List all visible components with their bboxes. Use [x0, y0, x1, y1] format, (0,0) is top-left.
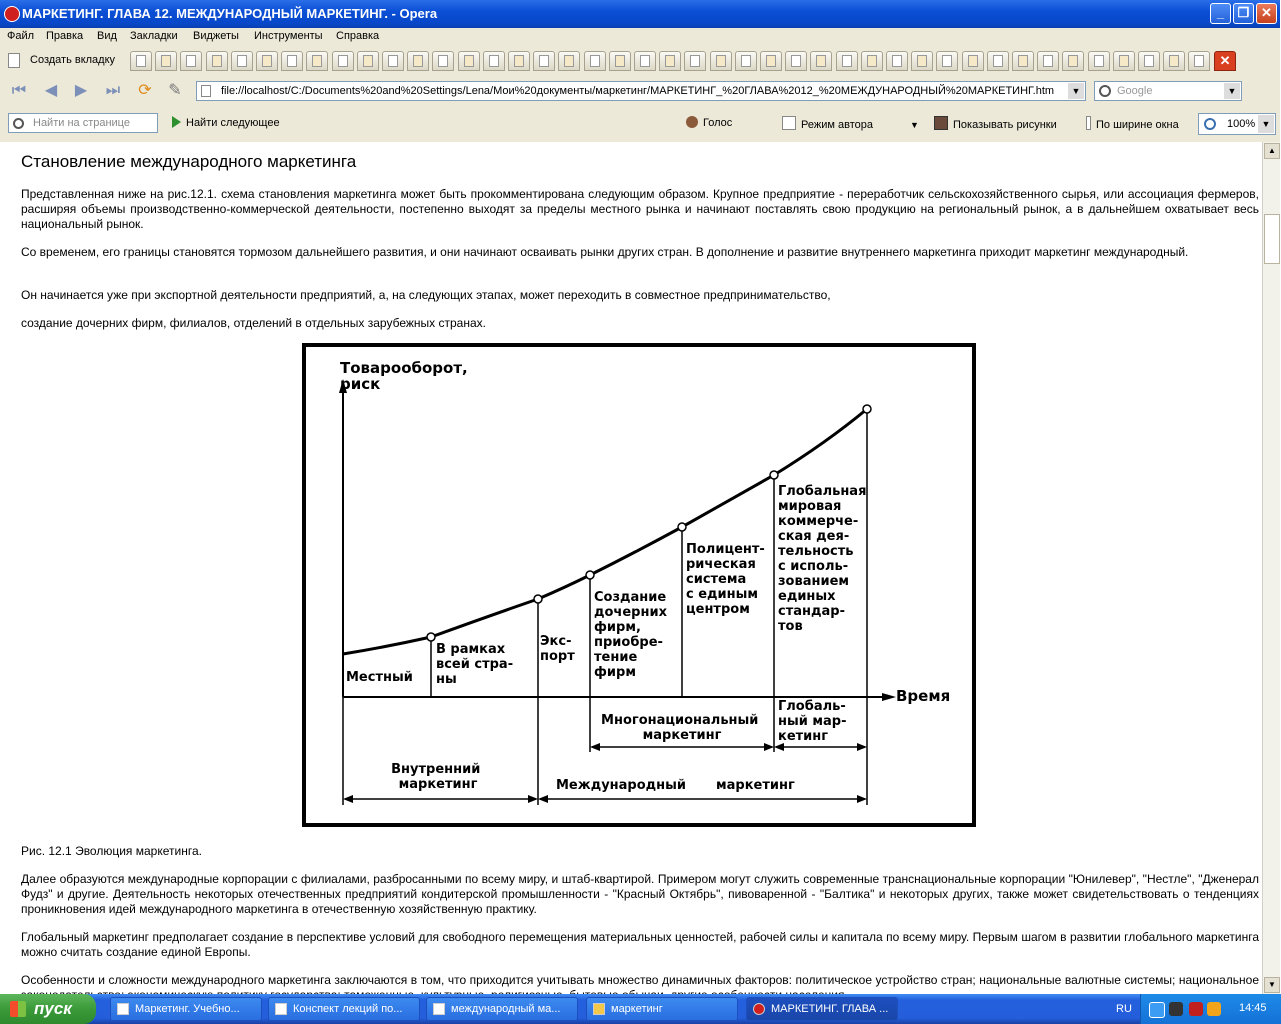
page-icon: [186, 55, 196, 67]
browser-tab[interactable]: [1088, 51, 1110, 71]
browser-tab[interactable]: [1138, 51, 1160, 71]
page-icon: [590, 55, 600, 67]
page-icon: [867, 55, 877, 67]
taskbar-item-label: Конспект лекций по...: [293, 1003, 403, 1015]
browser-tab[interactable]: [231, 51, 253, 71]
new-tab-label: Создать вкладку: [30, 54, 116, 66]
scroll-thumb[interactable]: [1264, 214, 1280, 264]
page-icon: [615, 55, 625, 67]
search-icon: [13, 118, 24, 129]
browser-tab[interactable]: [332, 51, 354, 71]
page-icon: [161, 55, 171, 67]
page-icon: [212, 55, 222, 67]
browser-tab[interactable]: [382, 51, 404, 71]
browser-tab[interactable]: [1113, 51, 1135, 71]
search-placeholder: Google: [1117, 85, 1153, 97]
browser-tab[interactable]: [911, 51, 933, 71]
menu-bar: [0, 28, 1280, 46]
curve-point: [770, 471, 778, 479]
arrow-head: [538, 795, 548, 803]
page-icon: [1144, 55, 1154, 67]
forward-icon[interactable]: ▶: [74, 82, 88, 99]
browser-tab[interactable]: [584, 51, 606, 71]
image-icon: [934, 116, 948, 130]
fit-width-button[interactable]: [1086, 116, 1179, 131]
y-axis-label-1: Товарооборот,: [340, 359, 468, 377]
browser-tab[interactable]: [735, 51, 757, 71]
zoom-select[interactable]: [1198, 113, 1276, 135]
browser-tab[interactable]: [483, 51, 505, 71]
page-icon: [968, 55, 978, 67]
rewind-icon[interactable]: ⏮: [11, 82, 27, 99]
show-images-label: Показывать рисунки: [953, 119, 1057, 131]
page-icon: [338, 55, 348, 67]
page-icon: [1086, 116, 1091, 130]
back-icon[interactable]: ◀: [44, 82, 58, 99]
page-icon: [993, 55, 1003, 67]
browser-tab[interactable]: [861, 51, 883, 71]
tab-close-button[interactable]: [1214, 51, 1236, 71]
stage-subsidiaries-label: Создание дочерних фирм, приобре- тение фирм: [594, 590, 667, 680]
page-icon: [1169, 55, 1179, 67]
international-span-label-2: маркетинг: [716, 778, 795, 793]
page-heading: Становление международного маркетинга: [21, 152, 357, 171]
browser-tab[interactable]: [609, 51, 631, 71]
arrow-head: [764, 743, 774, 751]
menu-view[interactable]: Вид: [97, 30, 117, 42]
page-icon: [312, 55, 322, 67]
page-icon: [539, 55, 549, 67]
taskbar-item[interactable]: [586, 997, 738, 1021]
browser-tab[interactable]: [458, 51, 480, 71]
play-icon: [172, 116, 181, 128]
security-icon[interactable]: [1189, 1002, 1203, 1016]
browser-tab[interactable]: [130, 51, 152, 71]
page-icon: [1068, 55, 1078, 67]
browser-tab[interactable]: [659, 51, 681, 71]
stage-export-label: Экс- порт: [540, 634, 575, 664]
stage-global-label: Глобальная мировая коммерче- ская дея- тельность с исполь- зованием единых стандар- тов: [778, 484, 867, 634]
stage-national-label: В рамках всей стра- ны: [436, 642, 514, 687]
page-icon: [892, 55, 902, 67]
browser-tab[interactable]: [1163, 51, 1185, 71]
author-mode-button[interactable]: [782, 116, 919, 131]
voice-button[interactable]: [686, 116, 732, 129]
browser-tab[interactable]: [180, 51, 202, 71]
taskbar-item-label: Маркетинг. Учебно...: [135, 1003, 240, 1015]
minimize-button[interactable]: _: [1210, 3, 1231, 24]
browser-tab[interactable]: [281, 51, 303, 71]
document-icon: [275, 1003, 287, 1015]
curve-point: [678, 523, 686, 531]
browser-tab[interactable]: [634, 51, 656, 71]
page-icon: [363, 55, 373, 67]
windows-logo-icon: [10, 1001, 26, 1017]
chevron-down-icon[interactable]: ▼: [1258, 115, 1274, 133]
folder-icon: [593, 1003, 605, 1015]
page-content: [0, 142, 1262, 994]
browser-tab[interactable]: [407, 51, 429, 71]
menu-tools[interactable]: Инструменты: [254, 30, 323, 42]
find-next-button[interactable]: [172, 116, 280, 129]
browser-tab[interactable]: [987, 51, 1009, 71]
address-field[interactable]: [196, 81, 1086, 101]
page-icon: [1119, 55, 1129, 67]
browser-tab[interactable]: [810, 51, 832, 71]
arrow-head: [857, 795, 867, 803]
paragraph-4: создание дочерних фирм, филиалов, отделений в отдельных зарубежных странах.: [21, 316, 486, 330]
tab-strip: [130, 51, 1240, 73]
zoom-value: 100%: [1227, 118, 1256, 130]
taskbar-item[interactable]: [426, 997, 578, 1021]
chevron-down-icon[interactable]: ▼: [1068, 83, 1084, 99]
search-input[interactable]: [1094, 81, 1242, 101]
curve-point: [534, 595, 542, 603]
show-images-button[interactable]: [934, 116, 1057, 131]
page-icon: [287, 55, 297, 67]
stage-polycentric-label: Полицент- рическая система с единым центром: [686, 542, 765, 617]
document-icon: [117, 1003, 129, 1015]
menu-widgets[interactable]: Виджеты: [193, 30, 239, 42]
page-icon: [514, 55, 524, 67]
paragraph-7: Особенности и сложности международного маркетинга заключаются в том, что приходится учитывать множество динамичных факторов: политическое устройство стран; национальные валютные системы; национальное: [21, 973, 1259, 987]
author-mode-label: Режим автора: [801, 119, 873, 131]
page-icon: [640, 55, 650, 67]
page-icon: [665, 55, 675, 67]
scroll-up-icon[interactable]: ▲: [1264, 143, 1280, 159]
page-icon: [438, 55, 448, 67]
tray-icon[interactable]: [1207, 1002, 1221, 1016]
document-icon: [433, 1003, 445, 1015]
browser-tab[interactable]: [962, 51, 984, 71]
figure-caption: Рис. 12.1 Эволюция маркетинга.: [21, 844, 202, 858]
address-toolbar: [0, 76, 1280, 106]
menu-file[interactable]: Файл: [7, 30, 35, 42]
chevron-down-icon[interactable]: ▼: [1224, 83, 1240, 99]
browser-tab[interactable]: [684, 51, 706, 71]
browser-tab[interactable]: [558, 51, 580, 71]
arrow-head: [857, 743, 867, 751]
scroll-down-icon[interactable]: ▼: [1264, 977, 1280, 993]
browser-tab[interactable]: [1012, 51, 1034, 71]
page-icon: [1094, 55, 1104, 67]
paragraph-3: Он начинается уже при экспортной деятельности предприятий, а, на следующих этапах, может переходить в совместное предпринимательство,: [21, 288, 831, 302]
paragraph-6: Глобальный маркетинг предполагает создание в перспективе условий для свободного перемещения материальных ценностей, рабочей силы и капитала по всему миру. Первым шагом в развитии глобального маркетинга можно считать создание единой Европы.: [21, 930, 1259, 959]
taskbar-item[interactable]: [268, 997, 420, 1021]
find-input[interactable]: [8, 113, 158, 133]
page-icon: [388, 55, 398, 67]
voice-icon: [686, 116, 698, 128]
page-icon: [716, 55, 726, 67]
browser-tab[interactable]: [256, 51, 278, 71]
x-axis-arrow: [882, 693, 896, 701]
page-icon: [237, 55, 247, 67]
figure-svg: [306, 347, 972, 823]
page-icon: [942, 55, 952, 67]
arrow-head: [774, 743, 784, 751]
start-button[interactable]: [0, 994, 96, 1024]
url-text: file://localhost/C:/Documents%20and%20Settings/Lena/Мои%20документы/маркетинг/МАРКЕТИНГ_%20ГЛАВА%2012_%20МЕЖДУНАРОДНЫЙ%20МАРКЕТИНГ.htm: [221, 85, 1055, 97]
search-icon: [1099, 85, 1111, 97]
page-icon: [489, 55, 499, 67]
arrow-head: [528, 795, 538, 803]
taskbar-item-label: МАРКЕТИНГ. ГЛАВА ...: [771, 1003, 889, 1015]
browser-tab[interactable]: [1062, 51, 1084, 71]
menu-bookmarks[interactable]: Закладки: [130, 30, 178, 42]
browser-tab[interactable]: [357, 51, 379, 71]
page-icon: [413, 55, 423, 67]
curve-point: [586, 571, 594, 579]
window-title: МАРКЕТИНГ. ГЛАВА 12. МЕЖДУНАРОДНЫЙ МАРКЕТИНГ. - Opera: [22, 6, 438, 21]
paragraph-1: Представленная ниже на рис.12.1. схема становления маркетинга может быть прокомментирована следующим образом. Крупное предприятие - переработчик сельскохозяйственного сырья, или ассоциация фермеров, расширяя объемы производственно-коммерческой деятельности, постепенно выходят за пределы местного рынка и начинают поставлять свою продукцию на региональный рынок, а в дальнейшем охватывает весь национальный рынок.: [21, 187, 1259, 231]
opera-logo-icon: [753, 1003, 765, 1015]
taskbar-item-active[interactable]: [746, 997, 898, 1021]
browser-tab[interactable]: [306, 51, 328, 71]
domestic-span-label: Внутренний маркетинг: [391, 762, 481, 792]
find-next-label: Найти следующее: [186, 117, 280, 129]
page-icon: [690, 55, 700, 67]
close-icon: ✕: [1219, 53, 1231, 68]
clock: 14:45: [1239, 1002, 1267, 1014]
international-span-label-1: Международный: [556, 778, 686, 793]
menu-edit[interactable]: Правка: [46, 30, 84, 42]
browser-tab[interactable]: [936, 51, 958, 71]
voice-label: Голос: [703, 117, 733, 129]
fast-forward-icon[interactable]: ⏭: [105, 82, 121, 99]
page-icon: [136, 55, 146, 67]
browser-tab[interactable]: [508, 51, 530, 71]
antivirus-icon[interactable]: [1169, 1002, 1183, 1016]
find-placeholder: Найти на странице: [33, 117, 130, 129]
browser-tab[interactable]: [760, 51, 782, 71]
page-icon: [766, 55, 776, 67]
arrow-head: [590, 743, 600, 751]
opera-logo-icon: [4, 6, 20, 22]
network-icon[interactable]: [1149, 1002, 1165, 1018]
y-axis-label-2: риск: [340, 375, 381, 393]
browser-tab[interactable]: [206, 51, 228, 71]
global-span-label: Глобаль- ный мар- кетинг: [778, 699, 847, 744]
language-indicator[interactable]: RU: [1116, 1003, 1132, 1015]
vertical-scrollbar[interactable]: [1262, 142, 1280, 994]
fit-width-label: По ширине окна: [1096, 119, 1179, 131]
taskbar: [0, 994, 1280, 1024]
page-icon: [842, 55, 852, 67]
browser-tab[interactable]: [710, 51, 732, 71]
marketing-evolution-figure: [302, 343, 976, 827]
menu-help[interactable]: Справка: [336, 30, 380, 42]
close-button[interactable]: ✕: [1256, 3, 1277, 24]
page-icon: [782, 116, 796, 130]
taskbar-item[interactable]: [110, 997, 262, 1021]
tab-bar: [0, 46, 1280, 77]
page-icon: [201, 85, 211, 97]
paragraph-5: Далее образуются международные корпорации с филиалами, разбросанными по всему миру, и штаб-квартирой. Примером могут служить современные транснациональные корпорации "Юнилевер", "Нестле", "Дженерал Фудз" и другие. Деятельность некоторых отечественных предприятий кондитерской промышленности - "Красный Октябрь", пивоваренной - "Балтика" и некоторых других, также может свидетельствовать о тенденциях проникновения идей международного маркетинга в отечественную хозяйственную практику.: [21, 872, 1259, 916]
edit-icon[interactable]: ✎: [168, 82, 182, 99]
maximize-button[interactable]: ❐: [1233, 3, 1254, 24]
page-icon: [464, 55, 474, 67]
curve-point: [427, 633, 435, 641]
browser-tab[interactable]: [533, 51, 555, 71]
page-icon: [262, 55, 272, 67]
page-icon: [741, 55, 751, 67]
start-label: пуск: [34, 999, 72, 1018]
taskbar-item-label: международный ма...: [451, 1003, 561, 1015]
stage-local-label: Местный: [346, 670, 413, 685]
chevron-down-icon[interactable]: ▼: [910, 120, 919, 130]
find-toolbar: [0, 106, 1280, 143]
system-tray: [1140, 994, 1281, 1024]
x-axis-label: Время: [896, 687, 951, 705]
taskbar-item-label: маркетинг: [611, 1003, 663, 1015]
page-icon: [1194, 55, 1204, 67]
arrow-head: [343, 795, 353, 803]
browser-tab[interactable]: [155, 51, 177, 71]
page-icon: [816, 55, 826, 67]
title-bar: [0, 0, 1280, 28]
browser-tab[interactable]: [836, 51, 858, 71]
reload-icon[interactable]: ⟳: [138, 82, 152, 99]
page-icon: [917, 55, 927, 67]
page-icon: [1043, 55, 1053, 67]
page-icon: [8, 53, 20, 68]
page-icon: [1018, 55, 1028, 67]
zoom-icon: [1204, 118, 1216, 130]
page-icon: [564, 55, 574, 67]
browser-tab[interactable]: [886, 51, 908, 71]
paragraph-2: Со временем, его границы становятся тормозом дальнейшего развития, и они начинают осваивать рынки других стран. В дополнение и развитие внутреннего маркетинга приходит маркетинг международный.: [21, 245, 1189, 259]
curve-point: [863, 405, 871, 413]
multinational-span-label: Многонациональный маркетинг: [601, 713, 759, 743]
browser-tab[interactable]: [1188, 51, 1210, 71]
browser-tab[interactable]: [1037, 51, 1059, 71]
browser-tab[interactable]: [432, 51, 454, 71]
browser-tab[interactable]: [785, 51, 807, 71]
page-icon: [791, 55, 801, 67]
